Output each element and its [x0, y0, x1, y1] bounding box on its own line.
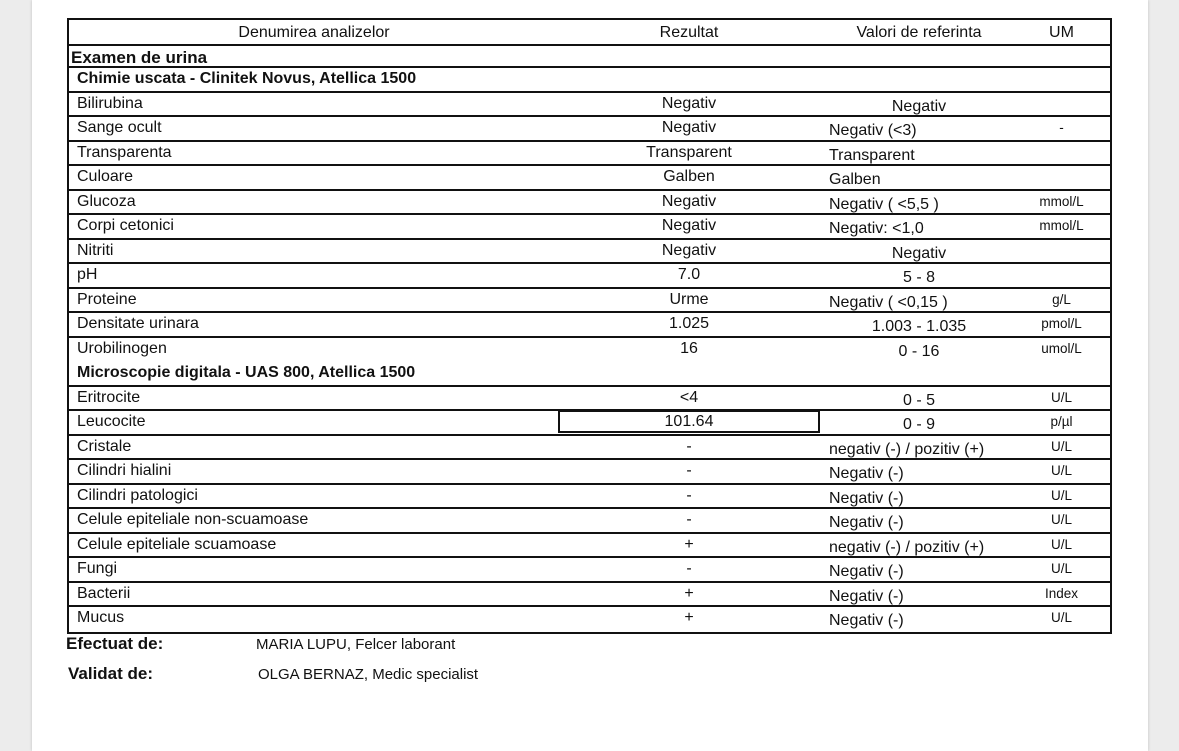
analysis-result: Negativ: [661, 94, 717, 112]
analysis-result: Galben: [663, 168, 715, 185]
analysis-unit: mmol/L: [1039, 193, 1084, 209]
table-row: [69, 338, 1110, 363]
analysis-name: Cilindri hialini: [77, 462, 172, 479]
analysis-reference: Negativ: <1,0: [829, 220, 924, 237]
section-microscopy-title: Microscopie digitala - UAS 800, Atellica 1500: [77, 364, 416, 381]
result-highlight-box: [558, 410, 820, 433]
analysis-reference: Negativ (-): [829, 563, 904, 580]
table-row: [69, 387, 1110, 412]
validated-value: OLGA BERNAZ, Medic specialist: [258, 666, 479, 683]
analysis-result: -: [686, 486, 692, 504]
analysis-name: Celule epiteliale scuamoase: [77, 535, 277, 553]
analysis-unit: U/L: [1050, 389, 1072, 405]
table-row: [69, 534, 1110, 559]
analysis-unit: [1019, 166, 1104, 189]
performed-label: Efectuat de:: [66, 634, 164, 653]
analysis-reference: Negativ (-): [829, 465, 904, 482]
analysis-reference: Negativ: [891, 97, 947, 115]
analysis-result: -: [686, 560, 692, 577]
analysis-reference: Galben: [829, 171, 881, 188]
analysis-result: 101.64: [664, 413, 714, 430]
analysis-unit: g/L: [1052, 291, 1071, 307]
analysis-unit: [1019, 93, 1104, 116]
analysis-name: Bacterii: [77, 584, 131, 602]
analysis-result: Negativ: [661, 217, 717, 234]
analysis-result: Negativ: [661, 241, 717, 259]
analysis-result: +: [684, 584, 694, 602]
analysis-name: Eritrocite: [77, 388, 141, 406]
analysis-unit: U/L: [1050, 512, 1072, 527]
analysis-reference: Negativ ( <0,15 ): [829, 293, 948, 311]
analysis-result: +: [684, 535, 694, 553]
analysis-reference: 0 - 5: [902, 391, 935, 409]
analysis-unit: [1019, 142, 1104, 165]
analysis-name: Leucocite: [77, 413, 146, 430]
analysis-name: Urobilinogen: [77, 339, 167, 357]
analysis-unit: [1019, 264, 1104, 287]
analysis-reference: 0 - 16: [898, 342, 940, 360]
analysis-name: Culoare: [77, 168, 134, 185]
analysis-reference: Negativ (-): [829, 514, 904, 531]
analysis-result: Negativ: [661, 119, 717, 136]
analysis-reference: 1.003 - 1.035: [871, 318, 967, 335]
analysis-name: Bilirubina: [77, 94, 143, 112]
analysis-name: Sange ocult: [77, 119, 162, 136]
analysis-reference: Negativ (<3): [829, 122, 917, 139]
analysis-name: Nitriti: [77, 241, 114, 259]
analysis-name: Densitate urinara: [77, 315, 199, 332]
analysis-name: Glucoza: [77, 192, 136, 210]
exam-title: Examen de urina: [71, 48, 208, 67]
table-row: [69, 93, 1110, 118]
analysis-name: Fungi: [77, 560, 118, 577]
analysis-unit: U/L: [1050, 487, 1072, 503]
section-title-row: [69, 68, 1110, 93]
section-chemistry-title: Chimie uscata - Clinitek Novus, Atellica 1500: [77, 70, 417, 87]
analysis-name: Transparenta: [77, 143, 172, 161]
analysis-reference: 5 - 8: [902, 269, 935, 286]
table-row: [69, 436, 1110, 461]
table-row: [69, 191, 1110, 216]
analysis-unit: Index: [1044, 585, 1079, 601]
analysis-reference: negativ (-) / pozitiv (+): [829, 538, 985, 556]
analysis-result: Negativ: [661, 192, 717, 210]
analysis-reference: Negativ: [891, 244, 947, 262]
analysis-unit: mmol/L: [1039, 218, 1084, 233]
urine-analysis-table: [67, 18, 1112, 634]
table-row: [69, 411, 1110, 436]
analysis-name: Corpi cetonici: [77, 217, 174, 234]
analysis-name: Proteine: [77, 290, 137, 308]
analysis-reference: Negativ (-): [829, 489, 904, 507]
table-row: [69, 607, 1110, 632]
analysis-reference: 0 - 9: [902, 416, 935, 433]
validated-label: Validat de:: [68, 664, 154, 683]
header-unit: UM: [1049, 24, 1074, 41]
analysis-reference: Transparent: [829, 146, 915, 164]
table-row: [69, 289, 1110, 314]
section-title-row: [69, 362, 1110, 387]
table-row: [69, 166, 1110, 191]
analysis-unit: U/L: [1050, 463, 1072, 478]
analysis-name: Mucus: [77, 609, 125, 626]
table-row: [69, 117, 1110, 142]
analysis-name: Celule epiteliale non-scuamoase: [77, 511, 309, 528]
analysis-unit: -: [1059, 120, 1064, 135]
analysis-name: pH: [77, 266, 98, 283]
analysis-name: Cristale: [77, 437, 132, 455]
header-result: Rezultat: [659, 24, 719, 41]
analysis-result: 7.0: [677, 266, 701, 283]
performed-value: MARIA LUPU, Felcer laborant: [256, 636, 456, 653]
analysis-result: <4: [679, 388, 699, 406]
analysis-name: Cilindri patologici: [77, 486, 198, 504]
table-row: [69, 460, 1110, 485]
section-microscopy: [69, 387, 1110, 632]
analysis-result: -: [686, 462, 692, 479]
analysis-result: -: [686, 437, 692, 455]
analysis-reference: Negativ ( <5,5 ): [829, 195, 939, 213]
analysis-unit: umol/L: [1041, 340, 1082, 356]
analysis-unit: U/L: [1050, 438, 1072, 454]
analysis-reference: Negativ (-): [829, 587, 904, 605]
table-row: [69, 558, 1110, 583]
table-row: [69, 240, 1110, 265]
table-row: [69, 264, 1110, 289]
table-row: [69, 583, 1110, 608]
analysis-result: +: [684, 609, 694, 626]
header-name: Denumirea analizelor: [238, 24, 390, 41]
analysis-unit: [1019, 240, 1104, 263]
analysis-result: Urme: [669, 290, 709, 308]
section-chemistry: [69, 93, 1110, 363]
analysis-reference: negativ (-) / pozitiv (+): [829, 440, 985, 458]
table-row: [69, 142, 1110, 167]
analysis-unit: U/L: [1050, 536, 1072, 552]
analysis-result: -: [686, 511, 692, 528]
analysis-result: 16: [680, 339, 698, 357]
analysis-result: 1.025: [668, 315, 710, 332]
table-row: [69, 215, 1110, 240]
analysis-unit: U/L: [1050, 561, 1072, 576]
analysis-unit: pmol/L: [1041, 316, 1082, 331]
exam-title-row: [69, 46, 1110, 68]
analysis-unit: U/L: [1050, 610, 1072, 625]
table-header: [69, 20, 1110, 46]
table-row: [69, 485, 1110, 510]
table-row: [69, 509, 1110, 534]
analysis-result: Transparent: [646, 143, 732, 161]
table-row: [69, 313, 1110, 338]
analysis-reference: Negativ (-): [829, 612, 904, 629]
analysis-unit: p/µl: [1050, 414, 1073, 429]
header-reference: Valori de referinta: [856, 24, 982, 41]
